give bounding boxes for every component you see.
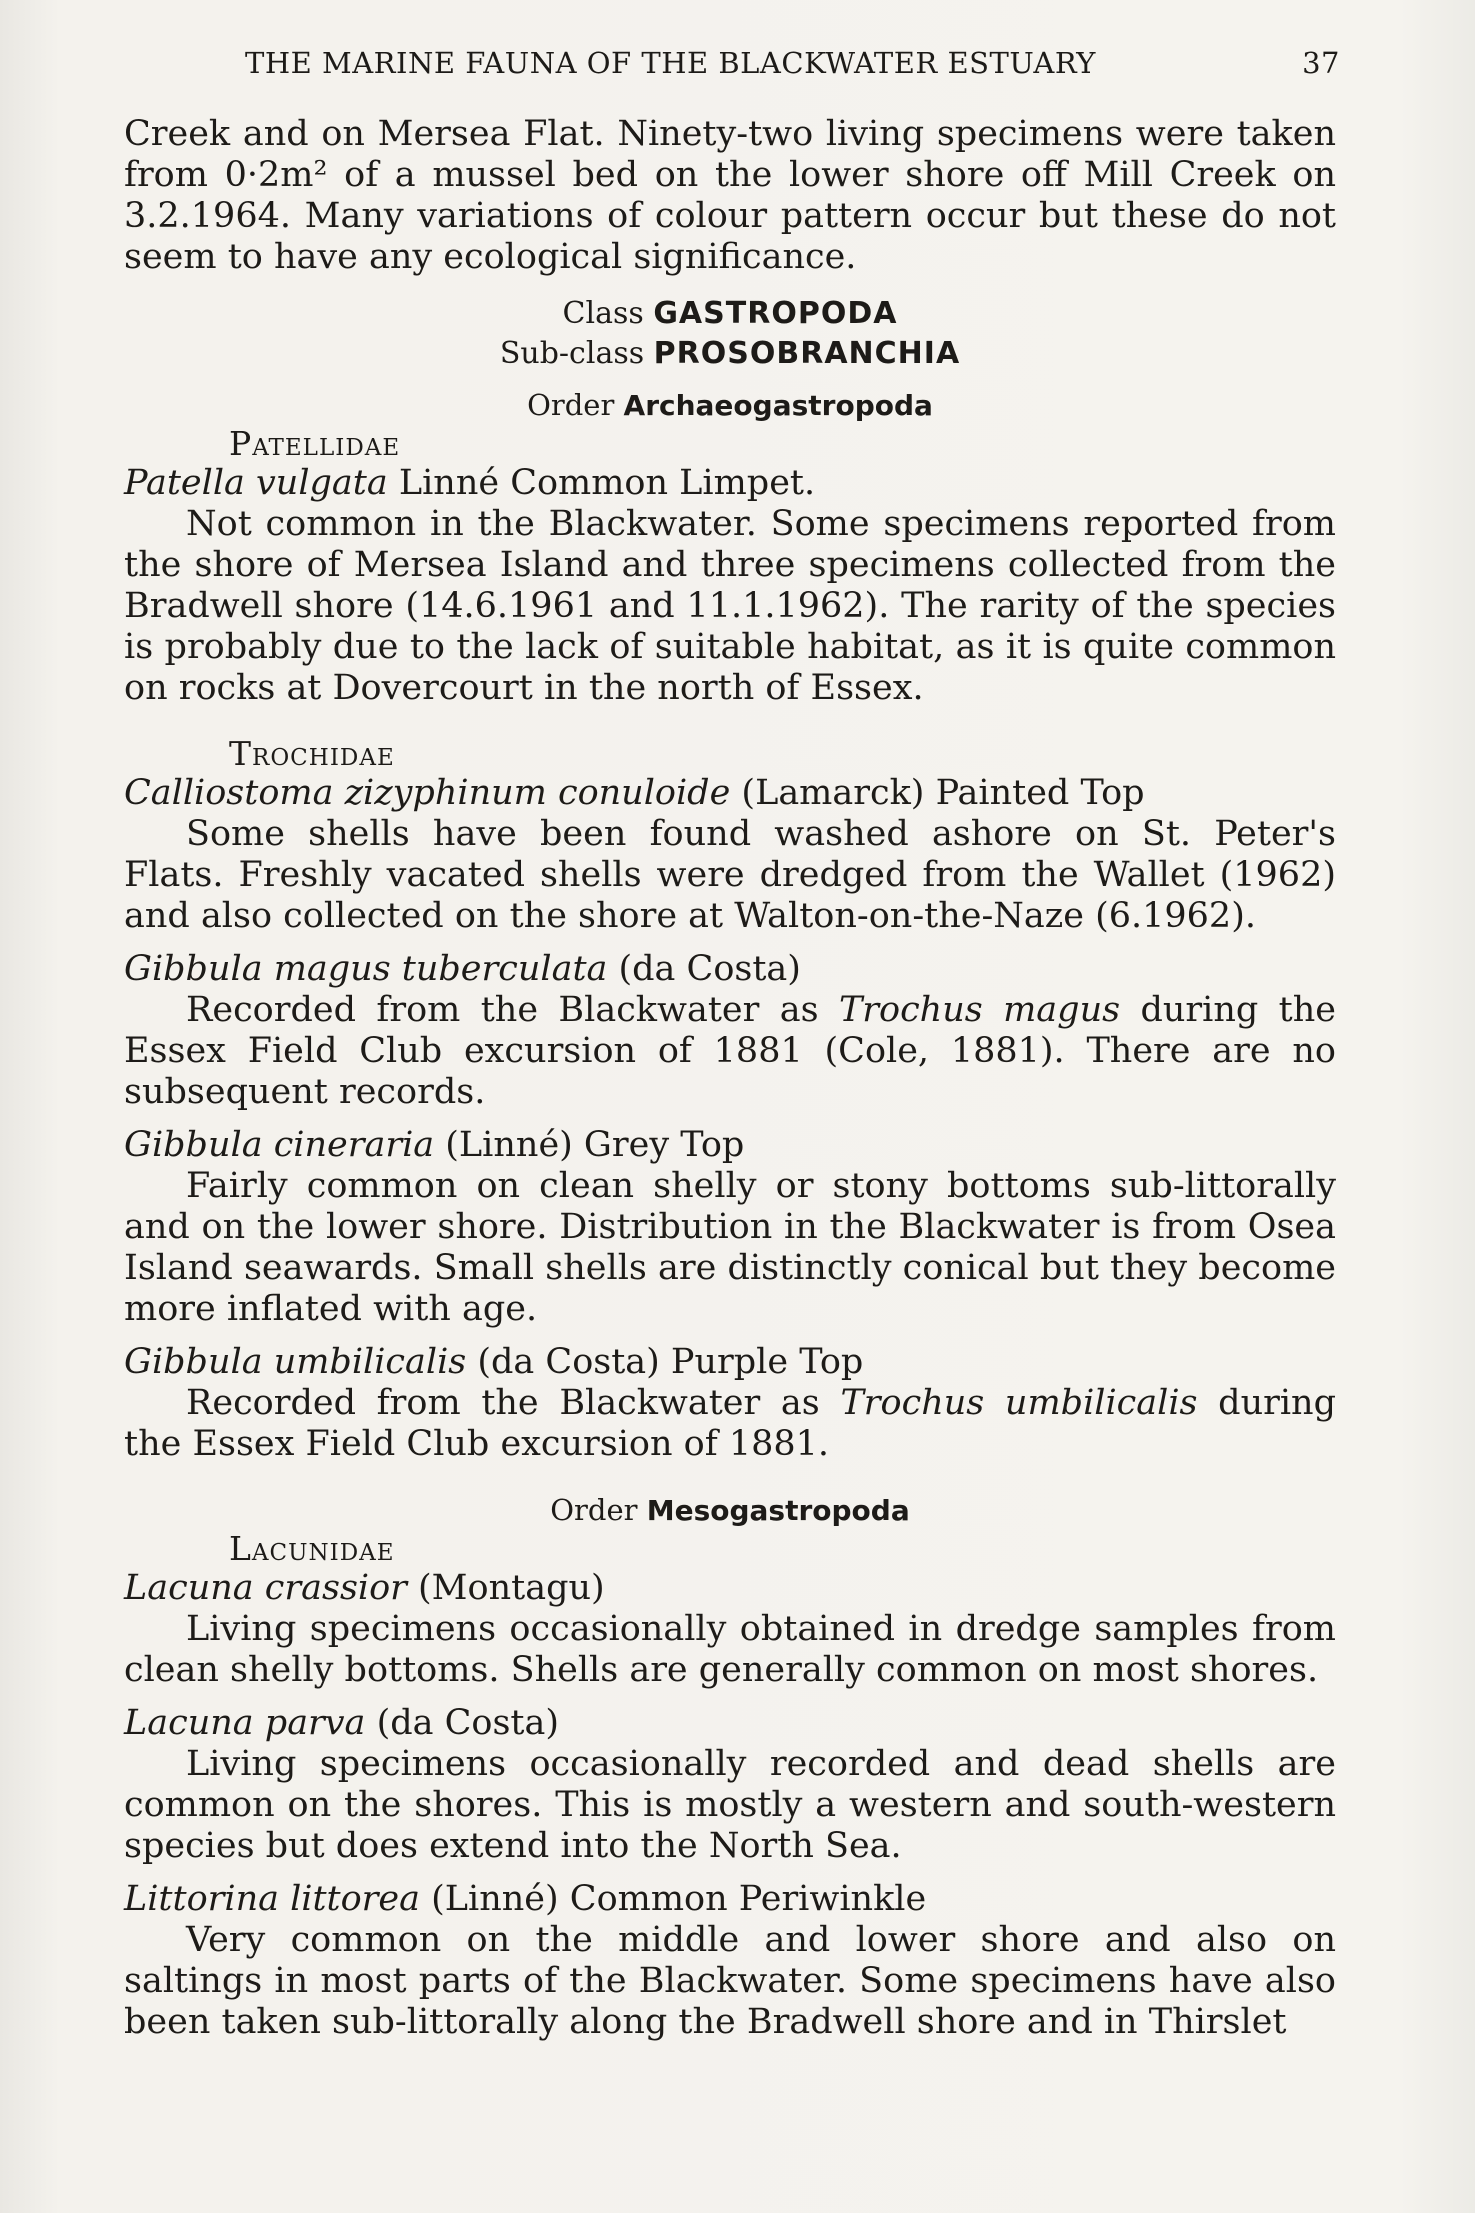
description-taxon: Trochus magus — [838, 990, 1121, 1030]
species-name: Littorina littorea — [124, 1879, 420, 1919]
species-heading — [124, 949, 1336, 990]
class-name: GASTROPODA — [653, 296, 898, 331]
species-heading — [124, 463, 1336, 504]
species-heading — [124, 1879, 1336, 1920]
description-text: Recorded from the Blackwater as — [186, 990, 839, 1030]
subclass-heading — [124, 334, 1336, 374]
order-heading-archaeogastropoda — [124, 386, 1336, 425]
order-name: Archaeogastropoda — [623, 389, 933, 422]
species-authority: (Linné) Grey Top — [434, 1125, 745, 1165]
species-heading — [124, 1568, 1336, 1609]
description-text: during the Essex Field Club excursion of 1881 (Cole, 1881). There are no subsequent records. — [124, 990, 1337, 1112]
description-text: Recorded from the Blackwater as — [186, 1383, 841, 1423]
order-name: Mesogastropoda — [646, 1494, 910, 1527]
description-text: during the Essex Field Club excursion of 1881. — [124, 1383, 1336, 1464]
subclass-name: PROSOBRANCHIA — [653, 336, 961, 371]
family-heading-patellidae: Patellidae — [229, 424, 401, 463]
family-heading-trochidae: Trochidae — [229, 734, 395, 773]
species-authority: (Montagu) — [406, 1568, 605, 1608]
species-authority: (da Costa) — [365, 1703, 560, 1743]
class-label: Class — [562, 296, 644, 331]
species-description: Living specimens occasionally obtained in dredge samples from clean shelly bottoms. Shells are generally common on most shores. — [124, 1609, 1336, 1690]
order-label: Order — [550, 1493, 638, 1527]
page-number: 37 — [1302, 46, 1340, 80]
species-authority: Linné Common Limpet. — [387, 463, 816, 503]
species-name: Lacuna crassior — [124, 1568, 407, 1608]
species-name: Calliostoma zizyphinum conuloide — [124, 773, 731, 813]
species-description — [124, 1383, 1336, 1465]
species-name: Lacuna parva — [124, 1703, 366, 1743]
species-description: Very common on the middle and lower shore and also on saltings in most parts of the Blackwater. Some specimens have also been taken sub-littorally along the Bradwell shore and in Thirslet — [124, 1920, 1336, 2042]
species-authority: (da Costa) — [607, 949, 801, 989]
species-authority: (da Costa) Purple Top — [466, 1342, 864, 1382]
species-description: Living specimens occasionally recorded and dead shells are common on the shores. This is mostly a western and south-western species but does extend into the North Sea. — [124, 1744, 1336, 1866]
class-heading — [124, 294, 1336, 334]
species-description: Not common in the Blackwater. Some specimens reported from the shore of Mersea Island and three specimens collected from the Bradwell shore (14.6.1961 and 11.1.1962). The rarity of the species is probably due to the lack of suitable habitat, as it is quite common on rocks at Dovercourt in the north of Essex. — [124, 504, 1336, 708]
species-name: Gibbula magus tuberculata — [124, 949, 608, 989]
running-title: THE MARINE FAUNA OF THE BLACKWATER ESTUARY — [245, 46, 1096, 80]
species-name: Gibbula cineraria — [124, 1125, 435, 1165]
species-authority: (Linné) Common Periwinkle — [420, 1879, 927, 1919]
order-heading-mesogastropoda — [124, 1491, 1336, 1530]
species-authority: (Lamarck) Painted Top — [730, 773, 1145, 813]
body-text — [124, 114, 1336, 2043]
species-name: Gibbula umbilicalis — [124, 1342, 467, 1382]
order-label: Order — [527, 388, 615, 422]
species-description — [124, 990, 1336, 1113]
subclass-label: Sub-class — [499, 336, 645, 371]
species-heading — [124, 1703, 1336, 1744]
description-taxon: Trochus umbilicalis — [840, 1383, 1198, 1423]
species-name: Patella vulgata — [124, 463, 388, 503]
species-heading — [124, 1342, 1336, 1383]
species-description: Some shells have been found washed ashore on St. Peter's Flats. Freshly vacated shells were dredged from the Wallet (1962) and also collected on the shore at Walton-on-the-Naze (6.1962). — [124, 814, 1336, 936]
species-heading — [124, 773, 1336, 814]
species-description: Fairly common on clean shelly or stony bottoms sub-littorally and on the lower shore. Distribution in the Blackwater is from Osea Island seawards. Small shells are distinctly conical but they become more inflated with age. — [124, 1166, 1336, 1329]
species-heading — [124, 1125, 1336, 1166]
family-heading-lacunidae: Lacunidae — [229, 1529, 395, 1568]
intro-paragraph: Creek and on Mersea Flat. Ninety-two living specimens were taken from 0·2m² of a mussel bed on the lower shore off Mill Creek on 3.2.1964. Many variations of colour pattern occur but these do not seem to have any ecological significance. — [124, 114, 1336, 277]
